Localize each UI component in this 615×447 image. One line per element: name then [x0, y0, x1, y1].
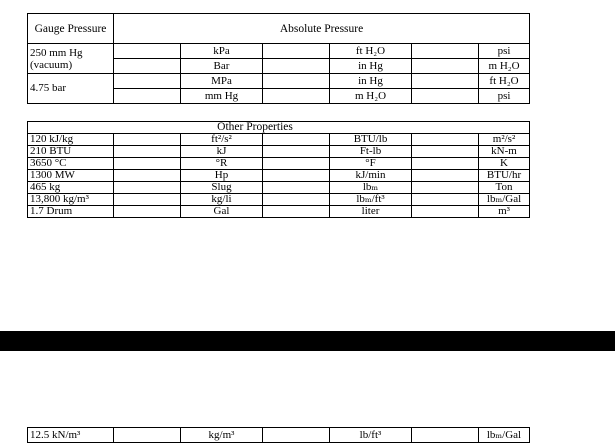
unit-cell: ft H₂O — [330, 44, 412, 59]
answer-blank-cell[interactable] — [114, 182, 181, 194]
unit-cell: Ft-lb — [330, 146, 412, 158]
answer-blank-cell[interactable] — [263, 146, 330, 158]
answer-blank-cell[interactable] — [412, 134, 479, 146]
unit-cell: kg/m³ — [181, 428, 263, 443]
table-row — [28, 146, 530, 158]
given-value-cell: 250 mm Hg (vacuum) — [28, 44, 114, 74]
unit-cell: °F — [330, 158, 412, 170]
answer-blank-cell[interactable] — [263, 44, 330, 59]
table-row — [28, 170, 530, 182]
answer-blank-cell[interactable] — [412, 146, 479, 158]
unit-cell: Gal — [181, 206, 263, 218]
unit-cell: in Hg — [330, 74, 412, 89]
unit-cell: in Hg — [330, 59, 412, 74]
page-break-band — [0, 331, 615, 351]
answer-blank-cell[interactable] — [263, 134, 330, 146]
answer-blank-cell[interactable] — [263, 89, 330, 104]
unit-cell: lbₘ/Gal — [479, 194, 530, 206]
unit-cell: MPa — [181, 74, 263, 89]
table-row — [28, 194, 530, 206]
given-value-cell: 3650 °C — [28, 158, 114, 170]
other-properties-table — [27, 121, 530, 218]
unit-cell: K — [479, 158, 530, 170]
answer-blank-cell[interactable] — [114, 146, 181, 158]
answer-blank-cell[interactable] — [263, 206, 330, 218]
pressure-conversion-table — [27, 13, 530, 104]
worksheet-page-2 — [0, 351, 615, 447]
unit-cell: Bar — [181, 59, 263, 74]
answer-blank-cell[interactable] — [114, 74, 181, 89]
unit-cell: Ton — [479, 182, 530, 194]
absolute-pressure-header: Absolute Pressure — [114, 14, 530, 44]
answer-blank-cell[interactable] — [412, 182, 479, 194]
table-row — [28, 206, 530, 218]
given-value-cell: 4.75 bar — [28, 74, 114, 104]
answer-blank-cell[interactable] — [412, 428, 479, 443]
unit-cell: kJ — [181, 146, 263, 158]
given-value-cell: 120 kJ/kg — [28, 134, 114, 146]
unit-cell: ft H₂O — [479, 74, 530, 89]
answer-blank-cell[interactable] — [412, 59, 479, 74]
answer-blank-cell[interactable] — [114, 194, 181, 206]
answer-blank-cell[interactable] — [114, 170, 181, 182]
answer-blank-cell[interactable] — [114, 158, 181, 170]
answer-blank-cell[interactable] — [412, 44, 479, 59]
table-row — [28, 182, 530, 194]
answer-blank-cell[interactable] — [412, 194, 479, 206]
answer-blank-cell[interactable] — [114, 134, 181, 146]
answer-blank-cell[interactable] — [263, 74, 330, 89]
unit-cell: BTU/hr — [479, 170, 530, 182]
answer-blank-cell[interactable] — [114, 89, 181, 104]
unit-cell: °R — [181, 158, 263, 170]
other-properties-title: Other Properties — [181, 122, 330, 134]
gauge-pressure-header: Gauge Pressure — [28, 14, 114, 44]
unit-cell: m³ — [479, 206, 530, 218]
unit-cell: kN-m — [479, 146, 530, 158]
given-value-cell: 1.7 Drum — [28, 206, 114, 218]
unit-cell: kg/li — [181, 194, 263, 206]
answer-blank-cell[interactable] — [412, 170, 479, 182]
table-row — [28, 158, 530, 170]
unit-cell: psi — [479, 89, 530, 104]
answer-blank-cell[interactable] — [412, 74, 479, 89]
answer-blank-cell[interactable] — [263, 170, 330, 182]
given-value-cell: 12.5 kN/m³ — [28, 428, 114, 443]
unit-cell: kPa — [181, 44, 263, 59]
unit-cell: Hp — [181, 170, 263, 182]
density-conversion-row — [27, 427, 530, 443]
unit-cell: Slug — [181, 182, 263, 194]
unit-cell: m H₂O — [330, 89, 412, 104]
unit-cell: BTU/lb — [330, 134, 412, 146]
table-row — [28, 134, 530, 146]
unit-cell: ft²/s² — [181, 134, 263, 146]
unit-cell: liter — [330, 206, 412, 218]
given-value-cell: 13,800 kg/m³ — [28, 194, 114, 206]
answer-blank-cell[interactable] — [263, 158, 330, 170]
unit-cell: m²/s² — [479, 134, 530, 146]
answer-blank-cell[interactable] — [114, 206, 181, 218]
unit-cell: lbₘ — [330, 182, 412, 194]
answer-blank-cell[interactable] — [263, 59, 330, 74]
answer-blank-cell[interactable] — [114, 59, 181, 74]
answer-blank-cell[interactable] — [412, 206, 479, 218]
given-value-cell: 1300 MW — [28, 170, 114, 182]
answer-blank-cell[interactable] — [263, 182, 330, 194]
answer-blank-cell[interactable] — [114, 428, 181, 443]
unit-cell: m H₂O — [479, 59, 530, 74]
unit-cell: psi — [479, 44, 530, 59]
unit-cell: mm Hg — [181, 89, 263, 104]
answer-blank-cell[interactable] — [114, 44, 181, 59]
unit-cell: lbₘ/Gal — [479, 428, 530, 443]
unit-cell: kJ/min — [330, 170, 412, 182]
answer-blank-cell[interactable] — [263, 428, 330, 443]
answer-blank-cell[interactable] — [412, 158, 479, 170]
unit-cell: lb/ft³ — [330, 428, 412, 443]
given-value-cell: 465 kg — [28, 182, 114, 194]
given-value-cell: 210 BTU — [28, 146, 114, 158]
answer-blank-cell[interactable] — [263, 194, 330, 206]
unit-cell: lbₘ/ft³ — [330, 194, 412, 206]
answer-blank-cell[interactable] — [412, 89, 479, 104]
